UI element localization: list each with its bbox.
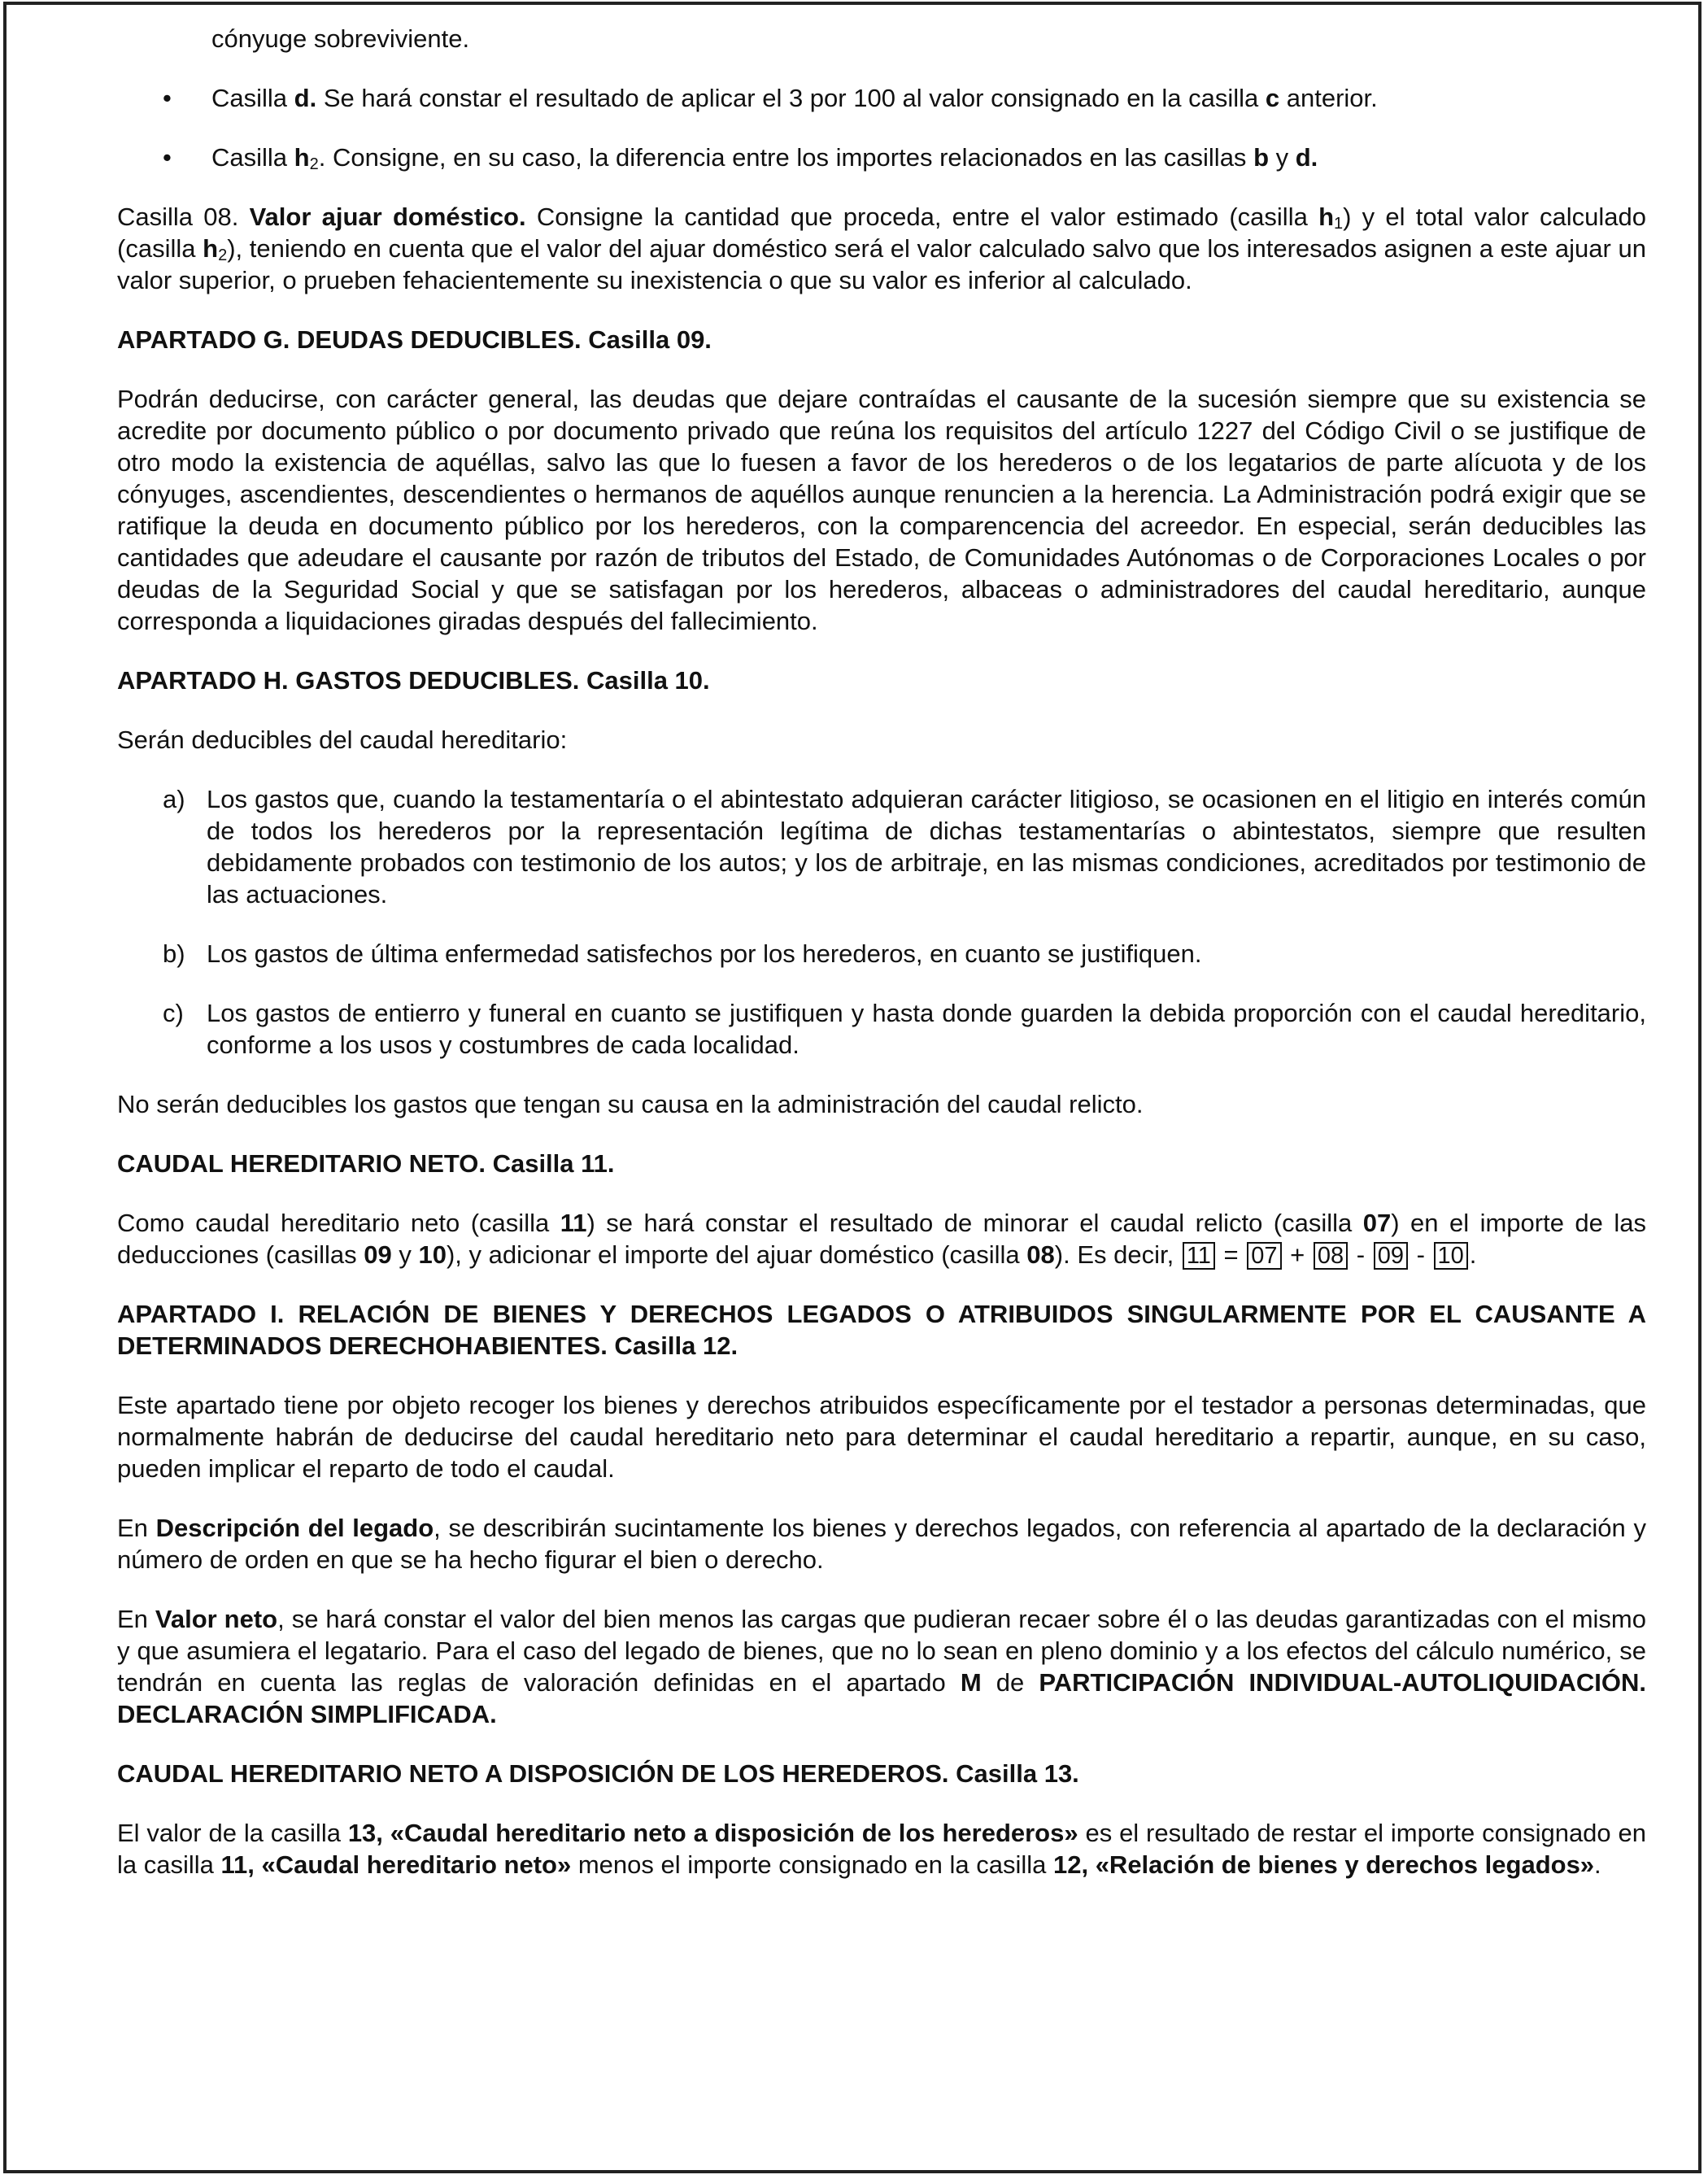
document-body	[117, 23, 1646, 1880]
box-casilla-11: 11	[1183, 1242, 1215, 1270]
list-item-gastos-a: a) Los gastos que, cuando la testamentaría o el abintestato adquieran carácter litigioso, se ocasionen en el litigio en interés común de todos los herederos por la representación legítima de dichas testamentarías o abintestatos, siempre que resulten debidamente probados con testimonio de los autos; y los de arbitraje, en las mismas condiciones, acreditados por testimonio de las actuaciones.	[163, 785, 1646, 909]
list-item-gastos-b: b) Los gastos de última enfermedad satisfechos por los herederos, en cuanto se justifiquen.	[163, 939, 1202, 968]
term-valor-ajuar: Valor ajuar doméstico.	[249, 203, 526, 231]
list-item-label: b)	[163, 939, 185, 968]
box-casilla-09: 09	[1374, 1242, 1408, 1270]
paragraph-casilla-08: Casilla 08. Valor ajuar doméstico. Consigne la cantidad que proceda, entre el valor estimado (casilla $h_1$) y el total valor calculado (casilla $h_2$), teniendo en cuenta que el valor del ajuar doméstico será el valor calculado salvo que los interesados asignen a este ajuar un valor superior, o prueben fehacientemente su inexistencia o que su valor es inferior al calculado.	[117, 203, 1646, 294]
list-item-label: a)	[163, 785, 185, 813]
paragraph-valor-neto: En Valor neto, se hará constar el valor del bien menos las cargas que pudieran recaer sobre él o las deudas garantizadas con el mismo y que asumiera el legatario. Para el caso del legado de bienes, que no lo sean en pleno dominio y a los efectos del cálculo numérico, se tendrán en cuenta las reglas de valoración definidas en el apartado M de PARTICIPACIÓN INDIVIDUAL-AUTOLIQUIDACIÓN. DECLARACIÓN SIMPLIFICADA.	[117, 1605, 1646, 1728]
paragraph-no-deducibles: No serán deducibles los gastos que tengan su causa en la administración del caudal relicto.	[117, 1090, 1144, 1118]
bullet-dot: •	[163, 84, 172, 112]
list-item-label: c)	[163, 999, 184, 1027]
paragraph-descripcion-legado: En Descripción del legado, se describirán sucintamente los bienes y derechos legados, con referencia al apartado de la declaración y número de orden en que se ha hecho figurar el bien o derecho.	[117, 1514, 1646, 1574]
bullet-dot: •	[163, 143, 172, 172]
box-casilla-10: 10	[1434, 1242, 1468, 1270]
box-casilla-08: 08	[1314, 1242, 1348, 1270]
heading-caudal-disposicion: CAUDAL HEREDITARIO NETO A DISPOSICIÓN DE LOS HEREDEROS. Casilla 13.	[117, 1759, 1079, 1788]
heading-caudal-neto: CAUDAL HEREDITARIO NETO. Casilla 11.	[117, 1149, 615, 1178]
heading-apartado-i: APARTADO I. RELACIÓN DE BIENES Y DERECHOS LEGADOS O ATRIBUIDOS SINGULARMENTE POR EL CAUSANTE A DETERMINADOS DERECHOHABIENTES. Casilla 12.	[117, 1300, 1646, 1360]
list-item-gastos-c: c) Los gastos de entierro y funeral en cuanto se justifiquen y hasta donde guarden la debida proporción con el caudal hereditario, conforme a los usos y costumbres de cada localidad.	[163, 999, 1646, 1059]
paragraph-deudas-deducibles: Podrán deducirse, con carácter general, las deudas que dejare contraídas el causante de la sucesión siempre que su existencia se acredite por documento público o por documento privado que reúna los requisitos del artículo 1227 del Código Civil o se justifique de otro modo la existencia de aquéllas, salvo las que lo fuesen a favor de los herederos o de los legatarios de parte alícuota y de los cónyuges, ascendientes, descendientes o hermanos de aquéllos aunque renuncien a la herencia. La Administración podrá exigir que se ratifique la deuda en documento público por los herederos, con la comparencencia del acreedor. En especial, serán deducibles las cantidades que adeudare el causante por razón de tributos del Estado, de Comunidades Autónomas o de Corporaciones Locales o por deudas de la Seguridad Social y que se satisfagan por los herederos, albaceas o administradores del caudal hereditario, aunque corresponda a liquidaciones giradas después del fallecimiento.	[117, 385, 1646, 635]
heading-apartado-h: APARTADO H. GASTOS DEDUCIBLES. Casilla 10.	[117, 666, 710, 695]
paragraph-caudal-disposicion: El valor de la casilla 13, «Caudal hereditario neto a disposición de los herederos» es el resultado de restar el importe consignado en la casilla 11, «Caudal hereditario neto» menos el importe consignado en la casilla 12, «Relación de bienes y derechos legados».	[117, 1819, 1647, 1879]
paragraph-apartado-i-intro: Este apartado tiene por objeto recoger los bienes y derechos atribuidos específicamente por el testador a personas determinadas, que normalmente habrán de deducirse del caudal hereditario neto para determinar el caudal hereditario a repartir, aunque, en su caso, pueden implicar el reparto de todo el caudal.	[117, 1391, 1646, 1483]
document-page	[3, 2, 1701, 2173]
paragraph-caudal-neto: Como caudal hereditario neto (casilla 11) se hará constar el resultado de minorar el caudal relicto (casilla 07) en el importe de las deducciones (casillas 09 y 10), y adicionar el importe del ajuar doméstico (casilla 08). Es decir, 11 = 07 + 08 - 09 - 10 .	[117, 1209, 1646, 1269]
paragraph-gastos-intro: Serán deducibles del caudal hereditario:	[117, 726, 568, 754]
formula: 11 = 07 + 08 - 09 - 10 .	[1181, 1240, 1477, 1269]
box-casilla-07: 07	[1247, 1242, 1281, 1270]
bullet-casilla-d: • Casilla d. Se hará constar el resultado de aplicar el 3 por 100 al valor consignado en la casilla c anterior.	[163, 84, 1378, 112]
bullet-casilla-h2: • Casilla $h_2$. Consigne, en su caso, la diferencia entre los importes relacionados en las casillas b y d.	[163, 143, 1318, 173]
continuation-line: cónyuge sobreviviente.	[211, 24, 470, 53]
heading-apartado-g: APARTADO G. DEUDAS DEDUCIBLES. Casilla 09.	[117, 325, 712, 354]
